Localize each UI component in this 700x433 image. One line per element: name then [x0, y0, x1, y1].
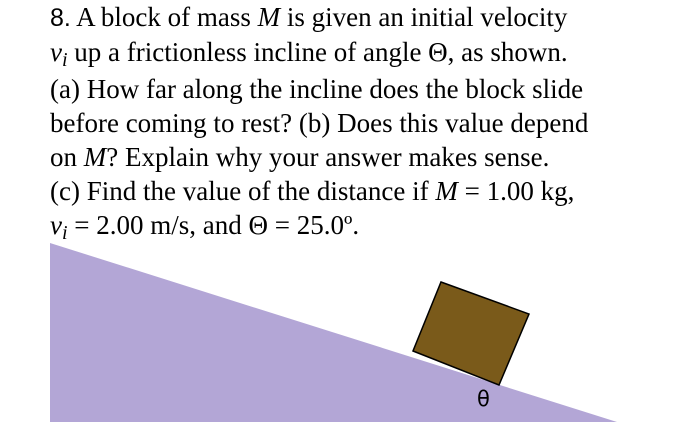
- mass-variable: M: [435, 176, 458, 206]
- mass-variable: M: [83, 142, 107, 172]
- velocity-variable: v: [50, 210, 62, 240]
- question-a: (a) How far along the incline does the block slide: [50, 74, 584, 104]
- problem-line-1: 8. A block of mass M is given an initial velocity: [50, 2, 568, 32]
- velocity-variable: v: [50, 37, 62, 67]
- velocity-subscript: i: [61, 49, 68, 71]
- question-c-continued: vi = 2.00 m/s, and Θ = 25.0º.: [50, 210, 360, 244]
- problem-line-2: vi up a frictionless incline of angle Θ, as shown.: [50, 37, 568, 71]
- question-a-continued: before coming to rest? (b) Does this value depend: [50, 108, 589, 138]
- question-b: on M? Explain why your answer makes sense.: [50, 142, 550, 172]
- incline-ramp: [50, 243, 617, 422]
- question-c: (c) Find the value of the distance if M = 1.00 kg,: [50, 176, 575, 206]
- angle-theta-label: θ: [477, 387, 490, 411]
- mass-variable: M: [257, 2, 281, 32]
- velocity-subscript: i: [61, 222, 68, 244]
- problem-number: 8.: [50, 4, 71, 32]
